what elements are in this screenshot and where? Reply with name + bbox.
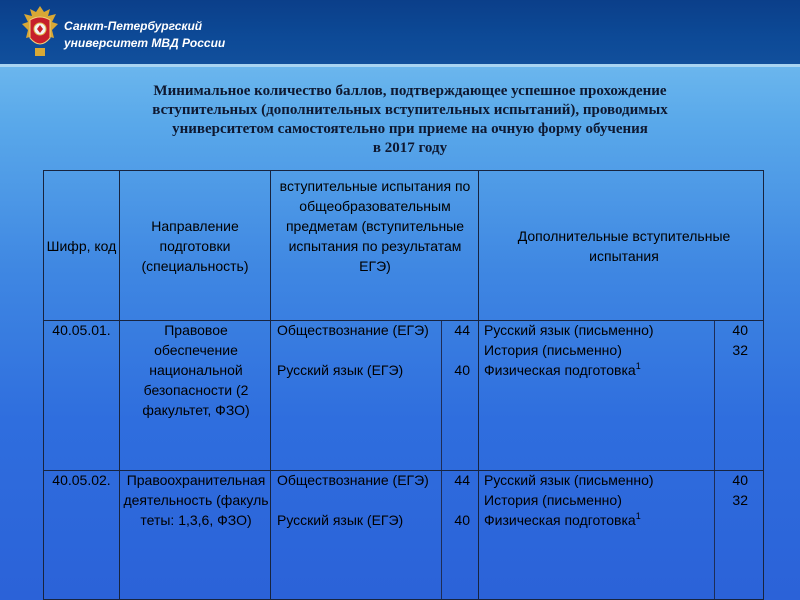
row1-ege-score1: 44 <box>454 322 470 338</box>
row1-add-test2: История (письменно) <box>484 342 622 358</box>
col-divider <box>119 171 120 599</box>
scores-table <box>43 170 764 600</box>
row2-ege-score1: 44 <box>454 472 470 488</box>
title-line1: Минимальное количество баллов, подтверждающее успешное прохождение <box>153 83 667 99</box>
row2-direction: Правоохранительная деятельность (факультеты: 1,3,6, ФЗО) <box>123 472 269 528</box>
header-direction: Направление подготовки (специальность) <box>141 217 249 274</box>
row1-ege-subject2: Русский язык (ЕГЭ) <box>277 362 404 378</box>
row2-add-test3 <box>484 510 712 530</box>
row1-ege-score2: 40 <box>454 362 470 378</box>
row1-add-test1: Русский язык (письменно) <box>484 322 654 338</box>
row2-add-test2: История (письменно) <box>484 492 622 508</box>
row2-ege-score2: 40 <box>454 512 470 528</box>
header-divider <box>0 64 800 67</box>
row2-code: 40.05.02. <box>52 472 111 488</box>
row2-ege-subject2: Русский язык (ЕГЭ) <box>277 512 404 528</box>
row2-add-score1: 40 <box>732 472 748 488</box>
row1-footnote-mark: 1 <box>635 361 641 371</box>
university-name <box>64 18 225 52</box>
row2-add-score2: 32 <box>732 492 748 508</box>
row2-add-test1: Русский язык (письменно) <box>484 472 654 488</box>
eagle-emblem-icon <box>20 4 60 60</box>
row1-add-test3 <box>484 360 712 380</box>
row1-add-score2: 32 <box>732 342 748 358</box>
col-divider <box>478 171 479 599</box>
university-name-line1: Санкт-Петербургский <box>64 19 203 33</box>
row1-add-test3-label: Физическая подготовка <box>484 362 636 378</box>
header-ege: вступительные испытания по общеобразовательным предметам (вступительные испытания по результатам ЕГЭ) <box>279 178 471 274</box>
row1-ege-subject1: Обществознание (ЕГЭ) <box>277 322 429 338</box>
university-name-line2: университет МВД России <box>64 36 226 50</box>
col-divider <box>714 320 715 599</box>
row2-ege-subject1: Обществознание (ЕГЭ) <box>277 472 429 488</box>
page-title <box>60 82 760 158</box>
row2-footnote-mark: 1 <box>635 511 641 521</box>
row2-add-test3-label: Физическая подготовка <box>484 512 636 528</box>
title-line4: в 2017 году <box>372 140 448 156</box>
title-line2: вступительных (дополнительных вступительных испытаний), проводимых <box>152 102 668 118</box>
row1-direction: Правовое обеспечение национальной безопасности (2 факультет, ФЗО) <box>142 322 250 418</box>
col-divider <box>270 171 271 599</box>
row1-code: 40.05.01. <box>52 322 111 338</box>
header-bar <box>0 0 800 64</box>
header-code: Шифр, код <box>46 237 117 254</box>
header-additional: Дополнительные вступительные испытания <box>517 227 731 264</box>
row1-add-score1: 40 <box>732 322 748 338</box>
title-line3: университетом самостоятельно при приеме на очную форму обучения <box>172 121 648 137</box>
